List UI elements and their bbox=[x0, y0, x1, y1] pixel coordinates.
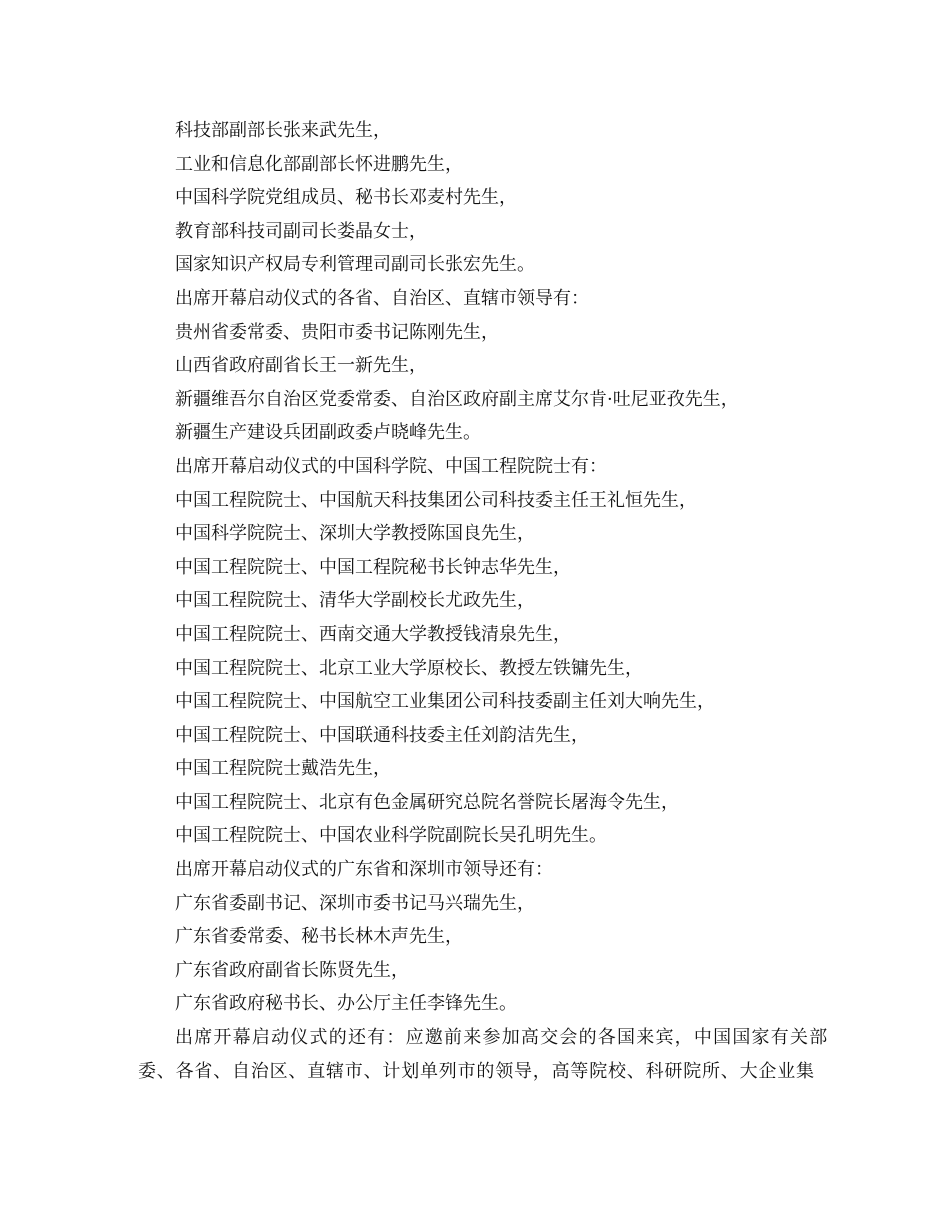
text-line: 广东省委副书记、深圳市委书记马兴瑞先生， bbox=[175, 892, 535, 914]
text-line: 广东省政府副省长陈贤先生， bbox=[175, 959, 409, 981]
text-line: 贵州省委常委、贵阳市委书记陈刚先生， bbox=[175, 321, 499, 343]
text-line: 国家知识产权局专利管理司副司长张宏先生。 bbox=[175, 254, 535, 276]
text-line: 中国工程院院士、中国航天科技集团公司科技委主任王礼恒先生， bbox=[175, 489, 697, 511]
text-line: 新疆生产建设兵团副政委卢晓峰先生。 bbox=[175, 422, 481, 444]
text-line: 中国工程院院士、北京有色金属研究总院名誉院长屠海令先生， bbox=[175, 791, 679, 813]
text-line: 中国工程院院士、中国航空工业集团公司科技委副主任刘大响先生， bbox=[175, 691, 715, 713]
section-intro-line: 出席开幕启动仪式的各省、自治区、直辖市领导有： bbox=[175, 287, 589, 309]
section-intro-line: 出席开幕启动仪式的中国科学院、中国工程院院士有： bbox=[175, 455, 607, 477]
text-line: 教育部科技司副司长娄晶女士， bbox=[175, 220, 427, 242]
text-line: 中国工程院院士、清华大学副校长尤政先生， bbox=[175, 590, 535, 612]
text-line: 广东省政府秘书长、办公厅主任李锋先生。 bbox=[175, 993, 517, 1015]
text-line: 科技部副部长张来武先生， bbox=[175, 120, 391, 141]
text-line: 中国科学院院士、深圳大学教授陈国良先生， bbox=[175, 523, 535, 545]
text-line: 中国工程院院士戴浩先生， bbox=[175, 758, 391, 780]
text-line: 广东省委常委、秘书长林木声先生， bbox=[175, 926, 463, 948]
closing-paragraph: 出席开幕启动仪式的还有：应邀前来参加高交会的各国来宾，中国国家有关部委、各省、自治区、直辖市、计划单列市的领导，高等院校、科研院所、大企业集 bbox=[138, 1027, 828, 1082]
text-line: 中国工程院院士、中国工程院秘书长钟志华先生， bbox=[175, 556, 571, 578]
text-line: 新疆维吾尔自治区党委常委、自治区政府副主席艾尔肯·吐尼亚孜先生， bbox=[175, 388, 739, 410]
text-line: 工业和信息化部副部长怀进鹏先生， bbox=[175, 153, 463, 175]
section-intro-line: 出席开幕启动仪式的广东省和深圳市领导还有： bbox=[175, 859, 553, 881]
text-line: 中国工程院院士、北京工业大学原校长、教授左铁镛先生， bbox=[175, 657, 643, 679]
text-line: 中国科学院党组成员、秘书长邓麦村先生， bbox=[175, 187, 517, 209]
document-body bbox=[138, 114, 828, 1088]
text-line: 中国工程院院士、中国农业科学院副院长吴孔明先生。 bbox=[175, 825, 607, 847]
text-line: 中国工程院院士、西南交通大学教授钱清泉先生， bbox=[175, 623, 571, 645]
text-line: 中国工程院院士、中国联通科技委主任刘韵洁先生， bbox=[175, 724, 589, 746]
text-line: 山西省政府副省长王一新先生， bbox=[175, 355, 427, 377]
